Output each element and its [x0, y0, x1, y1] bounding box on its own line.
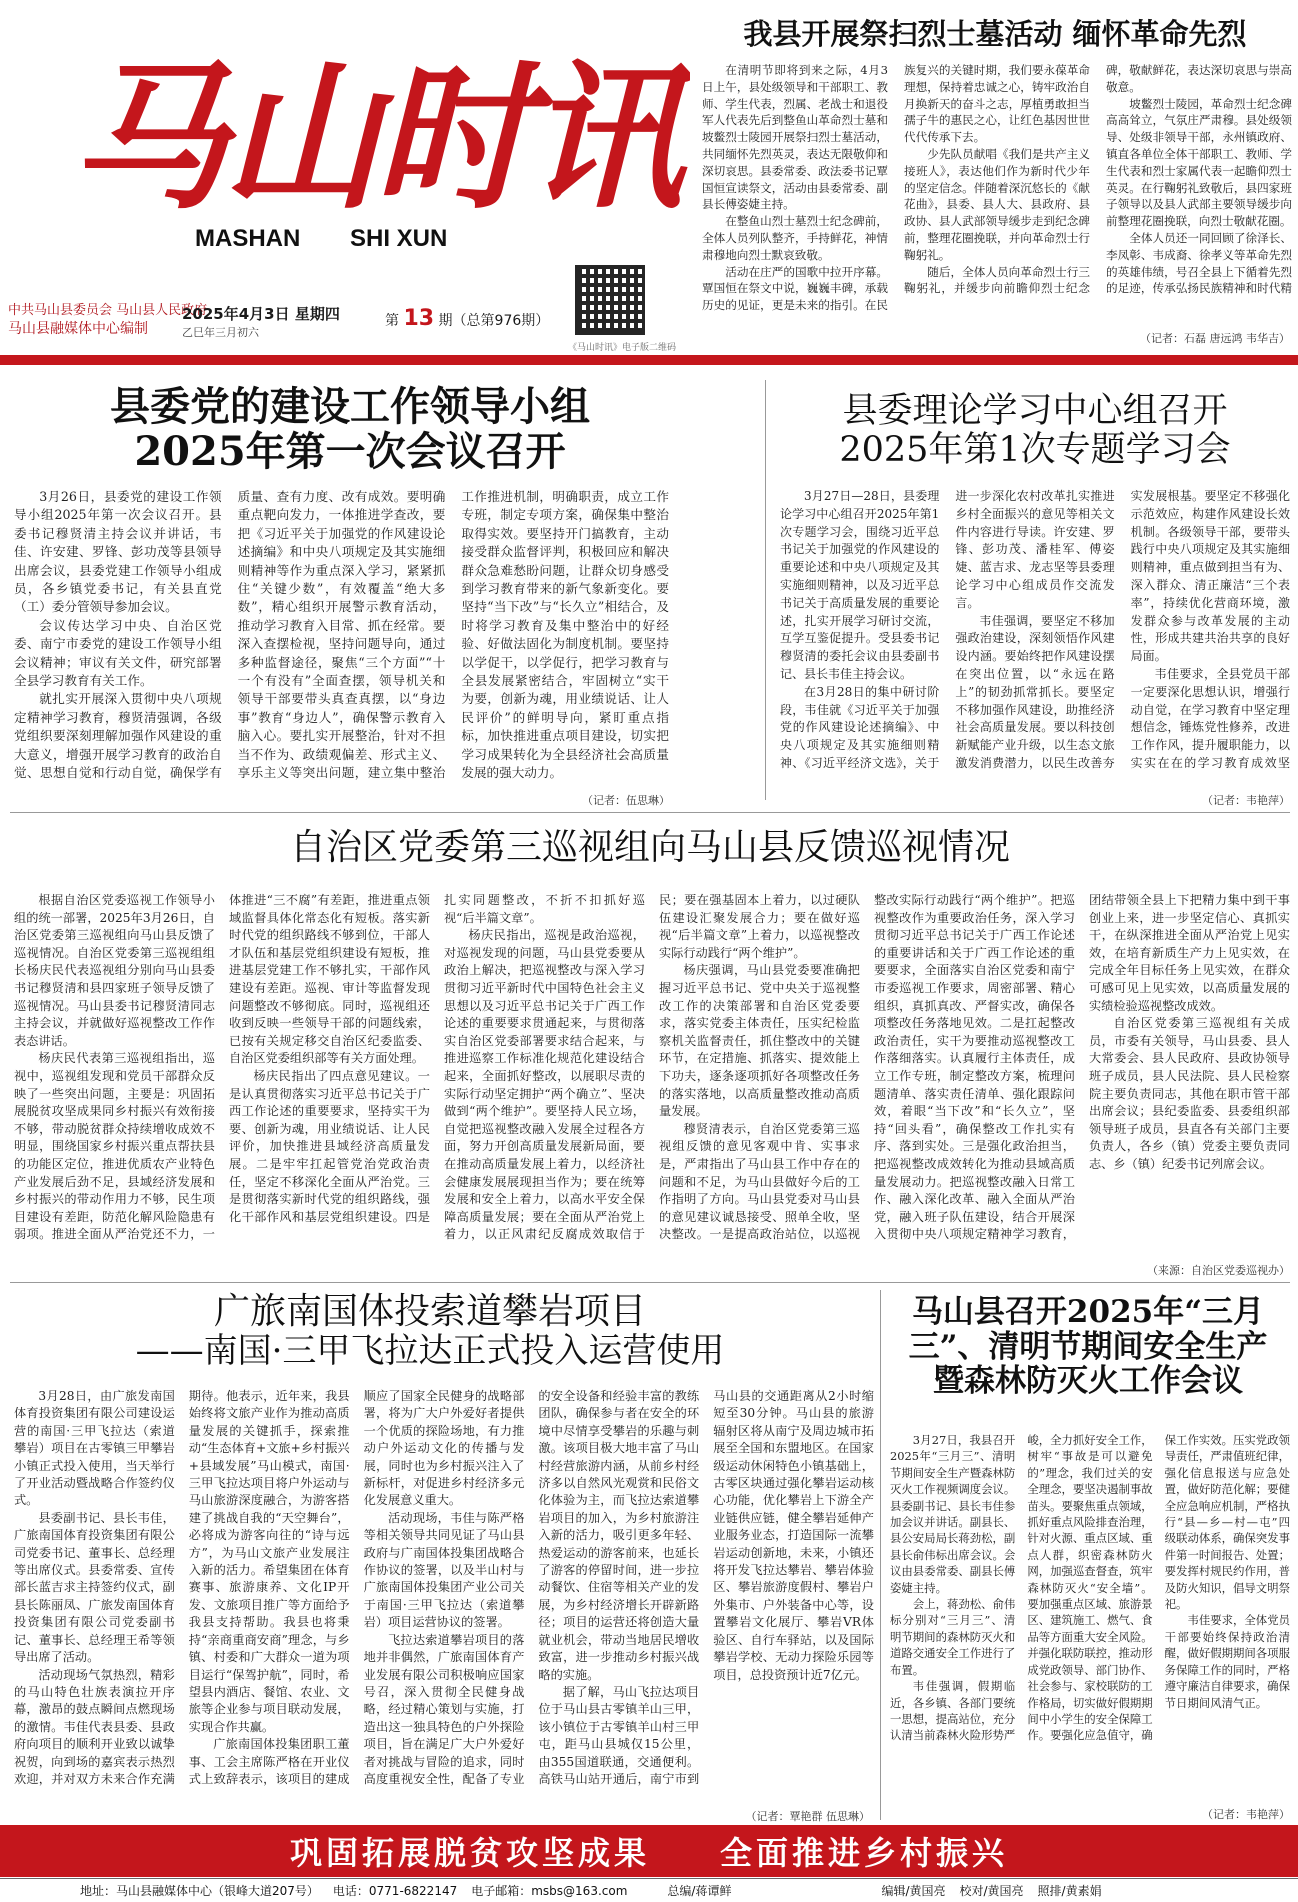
- article-3-title-line-1: 县委理论学习中心组召开: [842, 391, 1228, 431]
- column-divider: [765, 380, 766, 800]
- article-2-paragraph: 会议传达学习中央、自治区党委、南宁市委党的建设工作领导小组会议精神；审议有关文件，研究部署全县学习教育有关工作。: [14, 617, 222, 689]
- article-3-body: [780, 488, 1290, 788]
- article-5-paragraph: 活动现场，韦佳与陈严格等相关领导共同见证了马山县政府与广南国体投集团战略合作协议的签署，以及半山村与广旅南国体投集团产业公司关于南国·三甲飞拉达（索道攀岩）项目运营协议的签署。: [363, 1510, 525, 1630]
- article-3-paragraph: 韦佳强调，要坚定不移加强政治建设，深刻领悟作风建设内涵。要始终把作风建设摆在突出位置，以“永远在路上”的韧劲抓常抓长。要坚定不移加强作风建设，助推经济社会高质量发展。要以科技创新赋能产业升级，以生态文旅激发消费潜力，以民生改善夯实发展根基。要坚定不移强化示范效应，构建作风建设长效机制。各级领导干部，要带头践行中央八项规定及其实施细则精神，重点做到担当有为、深入群众、清正廉洁“三个表率”，持续优化营商环境，激发群众参与改革发展的主动性，形成共建共治共享的良好局面。: [955, 489, 1290, 770]
- issue-number: [385, 306, 549, 331]
- article-6-paragraph: 韦佳要求，全体党员干部要始终保持政治清醒，做好假期期间各项服务保障工作的同时，严格遵守廉洁自律要求，确保节日期间风清气正。: [1164, 1613, 1290, 1710]
- article-1-title: 我县开展祭扫烈士墓活动 缅怀革命先烈: [743, 17, 1247, 51]
- footer-proofreader: 校对/黄国亮: [959, 1884, 1024, 1898]
- article-3-paragraph: 在3月28日的集中研讨阶段，韦佳就《习近平关于加强党的作风建设论述摘编》、中央八项规定及其实施细则精神、《习近平经济文选》，关于进一步深化农村改革扎实推进乡村全面振兴的意见等相关文件内容进行导读。许安建、罗锋、彭功茂、潘桂军、傅姿婕、蓝吉求、龙志坚等县委理论学习中心组成员作交流发言。: [780, 489, 1115, 770]
- article-2-byline: （记者：伍思琳）: [582, 794, 670, 807]
- article-6-title-line-2: 暨森林防灭火工作会议: [933, 1363, 1243, 1400]
- article-3-title: [780, 392, 1290, 470]
- column-divider: [880, 1290, 881, 1820]
- article-1-byline: （记者：石磊 唐远鸿 韦华吉）: [1140, 332, 1290, 345]
- article-5-byline: （记者：覃艳群 伍思琳）: [745, 1810, 870, 1823]
- masthead-logo: [70, 28, 690, 218]
- footer-typesetter: 照排/黄素娟: [1037, 1884, 1102, 1898]
- article-5-paragraph: 广旅南国体投集团职工董事、工会主席陈严格在开业仪式上致辞表示，该项目的建成顺应了国家全民健身的战略部署，将为广大户外爱好者提供一个优质的探险场地，有力推动户外运动文化的传播与发展，同时也为乡村振兴注入了新标杆，对促进乡村经济多元化发展意义重大。: [188, 1389, 525, 1786]
- lunar-date: 乙巳年三月初六: [182, 326, 259, 339]
- article-4-byline: （来源：自治区党委巡视办）: [1147, 1264, 1290, 1277]
- article-4-paragraph: 穆贤清表示，自治区党委第三巡视组反馈的意见客观中肯、实事求是，严肃指出了马山县工作中存在的问题和不足，为马山县做好今后的工作指明了方向。马山县党委对马山县的意见建议诚恳接受、照单全收，坚决整改。一是提高政治站位，以巡视整改实际行动践行“两个维护”。把巡视整改作为重要政治任务，深入学习贯彻习近平总书记关于广西工作论述的重要讲话和关于广西工作论述的重要要求，全面落实自治区党委和南宁市委巡视工作要求，周密部署、精心组织，真抓真改、严督实改，确保各项整改任务落地见效。二是扛起整改政治责任，实干为要推动巡视整改工作落细落实。认真履行主体责任，成立工作专班，制定整改方案，梳理问题清单、落实责任清单、强化跟踪问效，着眼“当下改”和“长久立”，坚持“回头看”，确保整改工作扎实有序、落到实处。三是强化政治担当，把巡视整改成效转化为推动县域高质量发展动力。把巡视整改融入日常工作、融入深化改革、融入全面从严治党，融入班子队伍建设，结合开展深入贯彻中央八项规定精神学习教育，团结带领全县上下把精力集中到干事创业上来，进一步坚定信心、真抓实干，在纵深推进全面从严治党上见实效，在培育新质生产力上见实效，在完成全年目标任务上见实效，在群众可感可见上见实效，以高质量发展的实绩检验巡视整改成效。: [659, 893, 1290, 1242]
- article-3-title-line-2: 2025年第1次专题学习会: [839, 430, 1231, 471]
- organizer-block: [8, 302, 207, 338]
- issue-suffix: 期（总第976期）: [438, 313, 550, 329]
- article-6-title-line-1: 马山县召开2025年“三月三”、清明节期间安全生产: [908, 1294, 1268, 1365]
- article-6-paragraph: 会上，蒋劲松、俞伟标分别对“三月三”、清明节期间的森林防灭火和道路交通安全工作进行了布置。: [890, 1597, 1016, 1677]
- article-5-paragraph: 据了解，马山飞拉达项目位于马山县古零镇羊山三甲，该小镇位于古零镇羊山村三甲屯，距马山县城仅15公里，由355国道联通，交通便利。高铁马山站开通后，南宁市到马山县的交通距离从2小时缩短至30分钟。马山县的旅游辐射区将从南宁及周边城市拓展至全国和东盟地区。在国家级运动休闲特色小镇基础上，古零区块通过强化攀岩运动核心功能，优化攀岩上下游全产业链供应链，健全攀岩延伸产业服务业态，打造国际一流攀岩运动创新地，未来，小镇还将开发飞拉达攀岩、攀岩体验区、攀岩旅游度假村、攀岩户外集市、户外装备中心等，设置攀岩文化展厅、攀岩VR体验区、自行车驿站，以及国际攀岩学校、无动力探险乐园等项目，总投资预计近7亿元。: [538, 1389, 874, 1786]
- article-1-paragraph: 坡鳖烈士陵园，革命烈士纪念碑高高耸立，气氛庄严肃穆。县处级领导、处级非领导干部，永州镇政府、镇直各单位全体干部职工、教师、学生代表和烈士家属代表一起瞻仰烈士英灵。在行鞠躬礼致敬后，县四家班子领导以及县人武部主要领导缓步向前整理花圈挽联，向烈士敬献花圈。: [1106, 96, 1292, 229]
- footer-phone: 电话：0771-6822147: [332, 1884, 458, 1898]
- article-5-title-line-2: ——南国·三甲飞拉达正式投入运营使用: [135, 1331, 725, 1372]
- article-1-paragraph: 少先队员献唱《我们是共产主义接班人》，表达他们作为新时代少年的坚定信念。伴随着深沉悠长的《献花曲》，县委、县人大、县政府、县政协、县人武部领导缓步走到纪念碑前，整理花圈挽联，并向革命烈士行鞠躬礼。: [904, 146, 1090, 262]
- article-2-title: [40, 385, 660, 475]
- masthead-pinyin-2: SHI XUN: [350, 225, 448, 252]
- article-2-body: [14, 488, 669, 788]
- article-2-paragraph: 就扎实开展深入贯彻中央八项规定精神学习教育，穆贤清强调，各级党组织要深刻理解加强作风建设的重大意义，增强开展学习教育的政治自觉、思想自觉和行动自觉，确保学有质量、查有力度、改有成效。要明确重点靶向发力，一体推进学查改，要把《习近平关于加强党的作风建设论述摘编》和中央八项规定及其实施细则精神等作为重点深入学习，紧紧抓住“关键少数”，有效覆盖“绝大多数”，精心组织开展警示教育活动，推动学习教育入目常、抓在经常。要深入查摆检视，坚持问题导向，通过多种监督途径，聚焦“三个方面”“十一个有没有”全面查摆，领导机关和领导干部要带头真查真摆，以“身边事”教育“身边人”，确保警示教育入脑入心。要扎实开展整治，针对不担当不作为、政绩观偏差、形式主义、享乐主义等突出问题，建立集中整治工作推进机制，明确职责，成立工作专班，制定专项方案，确保集中整治取得实效。要坚持开门搞教育，主动接受群众监督评判，积极回应和解决群众急难愁盼问题，让群众切身感受到学习教育带来的新气象新变化。要坚持“当下改”与“长久立”相结合，及时将学习教育及集中整治中的好经验、好做法固化为制度机制。要坚持以学促干，以学促行，把学习教育与全县发展紧密结合，牢固树立“实干为要，创新为魂，用业绩说话、让人民评价”的鲜明导向，紧盯重点指标，加快推进重点项目建设，切实把学习成果转化为全县经济社会高质量发展的强大动力。: [14, 489, 669, 781]
- article-4-paragraph: 杨庆强调，马山县党委要准确把握习近平总书记、党中央关于巡视整改工作的决策部署和自治区党委要求，落实党委主体责任，压实纪检监察机关监督责任，抓住整改中的关键环节，在定措施、抓落实、提效能上下功夫，逐条逐项抓好各项整改任务的落实落地，以高质量整改推动高质量发展。: [659, 963, 860, 1119]
- article-6-body: [890, 1432, 1290, 1802]
- article-5-body: [14, 1388, 874, 1808]
- article-2-paragraph: 3月26日，县委党的建设工作领导小组2025年第一次会议召开。县委书记穆贤清主持会议并讲话，韦佳、许安建、罗锋、彭功茂等县领导出席会议，县委党建工作领导小组成员，各乡镇党委书记，有关县直党（工）委分管领导参加会议。: [14, 489, 222, 615]
- organizer-line-1: 中共马山县委员会 马山县人民政府: [8, 303, 208, 318]
- masthead-title: 马山时讯: [70, 46, 678, 218]
- article-2-title-line-1: 县委党的建设工作领导小组: [110, 383, 590, 430]
- organizer-line-2: 马山县融媒体中心编制: [8, 321, 148, 337]
- section-divider: [10, 812, 1290, 813]
- issue-date: 2025年4月3日 星期四: [182, 305, 340, 323]
- article-3-paragraph: 3月27日—28日，县委理论学习中心组召开2025年第1次专题学习会，围绕习近平总书记关于加强党的作风建设的重要论述和中央八项规定及其实施细则精神，以及习近平总书记关于高质量发展的重要论述，扎实开展学习研讨交流，互学互鉴促提升。受县委书记穆贤清的委托会议由县委副书记、县长韦佳主持会议。: [780, 489, 940, 681]
- slogan-banner: [0, 1825, 1298, 1877]
- article-1-paragraph: 活动在庄严的国歌中拉开序幕。覃国恒在祭文中说，巍巍丰碑，承载历史的见证，更是未来的指引。在民族复兴的关键时期，我们要永葆革命理想，保持着忠诚之心，铸牢政治自月换新天的奋斗之志，厚植勇敢担当孺子牛的惠民之心，让红色基因世世代代传承下去。: [702, 63, 1090, 313]
- article-6-byline: （记者：韦艳萍）: [1202, 1808, 1290, 1821]
- article-6-paragraph: 韦佳强调，假期临近，各乡镇、各部门要统一思想，提高站位，充分认清当前森林火险形势严峻，全力抓好安全工作，树牢“事故是可以避免的”理念，我们过关的安全理念，要坚决遏制事故苗头。要聚焦重点领域，抓好重点风险排查治理，针对火源、重点区域、重点人群，织密森林防火网，加强巡查督查，筑牢森林防灭火“安全墙”。要加强重点区域、旅游景区、建筑施工、燃气、食品等方面重大安全风险。并强化联防联控，推动形成党政领导、部门协作、社会参与、家校联防的工作格局，切实做好假期期间中小学生的安全保障工作。要强化应急值守，确保工作实效。压实党政领导责任，严肃值班纪律，强化信息报送与应急处置，做好防范化解；要健全应急响应机制，严格执行“县—乡—村—屯”四级联动体系，确保突发事件第一时间报告、处置；要发挥村规民约作用，普及防火知识，倡导文明祭祀。: [890, 1433, 1290, 1743]
- article-5-paragraph: 3月28日，由广旅发南国体育投资集团有限公司建设运营的南国·三甲飞拉达（索道攀岩）项目在古零镇三甲攀岩小镇正式投入使用，当天举行了开业活动暨战略合作签约仪式。: [14, 1389, 175, 1508]
- article-3-paragraph: 韦佳要求，全县党员干部一定要深化思想认识，增强行动自觉，在学习教育中坚定理想信念，锤炼党性修养，改进工作作风，提升履职能力，以实实在在的学习教育成效坚: [1130, 666, 1290, 770]
- article-4-body: [14, 892, 1290, 1262]
- article-1-paragraph: 在整鱼山烈士墓烈士纪念碑前，全体人员列队整齐，手持鲜花，神情肃穆地向烈士默哀致敬。: [702, 214, 888, 262]
- article-2-title-line-2: 2025年第一次会议召开: [134, 427, 566, 475]
- article-6-paragraph: 3月27日，我县召开2025年“三月三”、清明节期间安全生产暨森林防灭火工作视频调度会议。县委副书记、县长韦佳参加会议并讲话。副县长、县公安局局长蒋劲松，副县长俞伟标出席会议。会议由县委常委、副县长傅姿婕主持。: [890, 1433, 1016, 1595]
- article-3-byline: （记者：韦艳萍）: [1202, 794, 1290, 807]
- article-1-body: [702, 62, 1292, 324]
- masthead-pinyin-1: MASHAN: [195, 225, 301, 252]
- article-4-paragraph: 自治区党委第三巡视组有关成员，市委有关领导，马山县委、县人大常委会、县人民政府、县政协领导班子成员，县人民法院、县人民检察院主要负责同志，其他在职市管干部出席会议；县纪委监委、县委组织部领导班子成员，县直各有关部门主要负责人，各乡（镇）党委主要负责同志、乡（镇）纪委书记列席会议。: [1089, 1016, 1290, 1171]
- issue-no: 13: [403, 306, 435, 331]
- article-4-paragraph: 根据自治区党委巡视工作领导小组的统一部署，2025年3月26日，自治区党委第三巡视组向马山县反馈了巡视情况。自治区党委第三巡视组组长杨庆民代表巡视组分别向马山县委书记穆贤清和县四家班子领导反馈了巡视情况。马山县委书记穆贤清同志主持会议，并就做好巡视整改工作作表态讲话。: [14, 893, 215, 1048]
- article-4-paragraph: 杨庆民指出了四点意见建议。一是认真贯彻落实习近平总书记关于广西工作论述的重要要求，坚持实干为要、创新为魂，用业绩说话、让人民评价，加快推进县域经济高质量发展。二是牢牢扛起管党治党政治责任，坚定不移深化全面从严治党。三是贯彻落实新时代党的组织路线，强化干部作风和基层党组织建设。四是扎实同题整改，不折不扣抓好巡视“后半篇文章”。: [229, 893, 645, 1224]
- article-1-paragraph: 随后，全体人员向革命烈士行三鞠躬礼，并缓步向前瞻仰烈士纪念碑，敬献鲜花，表达深切哀思与崇高敬意。: [904, 63, 1292, 296]
- qr-code-icon[interactable]: [575, 265, 645, 335]
- article-4-title: 自治区党委第三巡视组向马山县反馈巡视情况: [289, 827, 1010, 868]
- article-1-paragraph: 全体人员还一同回顾了徐泽长、李凤彰、韦成裔、徐孝义等革命先烈的英雄伟绩，号召全县上下循着先烈的足迹，传承弘扬民族精神和时代精: [1106, 230, 1292, 296]
- article-1-paragraph: 在清明节即将到来之际，4月3日上午，县处级领导和干部职工、教师、学生代表，烈属、老战士和退役军人代表先后到整鱼山革命烈士墓和坡鳖烈士陵园开展祭扫烈士墓活动，共同缅怀先烈英灵，表达无限敬仰和深切哀思。县委常委、政法委书记覃国恒宣读祭文，活动由县委常委、副县长傅姿婕主持。: [702, 63, 888, 212]
- section-divider: [10, 1282, 1290, 1283]
- article-6-title: [888, 1295, 1288, 1399]
- article-4-paragraph: 杨庆民指出，巡视是政治巡视，对巡视发现的问题，马山县党委要从政治上解决，把巡视整改与深入学习贯彻习近平新时代中国特色社会主义思想以及习近平总书记关于广西工作论述的重要要求贯通起来，与贯彻落实自治区党委部署要求结合起来，与推进巡察工作标准化规范化建设结合起来，全面抓好整改，以展职尽责的实际行动坚定拥护“两个确立”、坚决做到“两个维护”。要坚持人民立场，自觉把巡视整改融入发展全过程各方面，努力开创高质量发展新局面，要在推动高质量发展上着力，以经济社会健康发展展现担当作为；要在统筹发展和安全上着力，以高水平安全保障高质量发展；要在全面从严治党上着力，以正风肃纪反腐成效取信于民；要在强基固本上着力，以过硬队伍建设汇聚发展合力；要在做好巡视“后半篇文章”上着力，以巡视整改实际行动践行“两个维护”。: [444, 893, 860, 1242]
- footer: [0, 1878, 1298, 1902]
- article-5-paragraph: 飞拉达索道攀岩项目的落地并非偶然，广旅南国体育产业发展有限公司积极响应国家号召，深入贯彻全民健身战略，经过精心策划与实施，打造出这一独具特色的户外探险项目，旨在满足广大户外爱好者对挑战与冒险的追求，同时高度重视安全性，配备了专业的安全设备和经验丰富的教练团队，确保参与者在安全的环境中尽情享受攀岩的乐趣与刺激。该项目极大地丰富了马山村经营旅游内涵，从前乡村经济多以自然风光观赏和民俗文化体验为主，而飞拉达索道攀岩项目的加入，为乡村旅游注入新的活力，吸引更多年轻、热爱运动的游客前来，也延长了游客的停留时间，进一步拉动餐饮、住宿等相关产业的发展，为乡村经济增长开辟新路径；项目的运营还将创造大量就业机会，带动当地居民增收致富，进一步推动乡村振兴战略的实施。: [363, 1389, 700, 1786]
- qr-caption: 《马山时讯》电子版二维码: [568, 343, 677, 353]
- footer-chief-editor: 总编/蒋谭鲜: [667, 1884, 732, 1898]
- article-5-title: [60, 1292, 800, 1370]
- issue-prefix: 第: [385, 313, 399, 329]
- footer-email[interactable]: 电子邮箱：msbs@163.com: [471, 1884, 628, 1898]
- masthead-divider: [0, 355, 1298, 365]
- article-5-paragraph: 县委副书记、县长韦佳，广旅南国体育投资集团有限公司党委书记、董事长、总经理等出席仪式。县委常委、宣传部长蓝吉求主持签约仪式，副县长陈丽凤、广旅发南国体育投资集团有限公司党委副书记、董事长、总经理王希等领导出席了活动。: [14, 1510, 175, 1665]
- slogan-right: 全面推进乡村振兴: [720, 1834, 1009, 1872]
- slogan-left: 巩固拓展脱贫攻坚成果: [289, 1834, 650, 1872]
- article-5-paragraph: 活动现场气氛热烈，精彩的马山特色壮族表演拉开序幕，激昂的鼓点瞬间点燃现场的激情。韦佳代表县委、县政府向项目的顺利开业致以诚挚祝贺，向到场的嘉宾表示热烈欢迎，并对双方未来合作充满期待。他表示，近年来，我县始终将文旅产业作为推动高质量发展的关键抓手，探索推动“生态体育+文旅+乡村振兴+县域发展”马山模式，南国·三甲飞拉达项目将户外运动与马山旅游深度融合，为游客搭建了挑战自我的“天空舞台”，必将成为游客向往的“诗与远方”，为马山文旅产业发展注入新的活力。希望集团在体育赛事、旅游康养、文化IP开发、文旅项目推广等方面给予我县支持帮助。我县也将秉持“亲商重商安商”理念，与乡镇、村委和广大群众一道为项目运行“保驾护航”，同时，希望县内酒店、餐馆、农业、文旅等企业参与项目联动发展，实现合作共赢。: [14, 1389, 350, 1786]
- footer-editor: 编辑/黄国亮: [881, 1884, 946, 1898]
- article-4-paragraph: 杨庆民代表第三巡视组指出，巡视中，巡视组发现和党员干部群众反映了一些突出问题，主要是：巩固拓展脱贫攻坚成果同乡村振兴有效衔接不够，带动脱贫群众持续增收成效不明显，围绕国家乡村振兴重点帮扶县的功能区定位，推进优质农产业特色产业发展后劲不足，县域经济发展和乡村振兴的带动作用力不够，民生项目建设有差距，防范化解风险隐患有弱项。推进全面从严治党还不力，一体推进“三不腐”有差距，推进重点领域监督具体化常态化有短板。落实新时代党的组织路线不够到位，干部人才队伍和基层党组织建设有短板，推进基层党建工作不够扎实，干部作风建设有差距。巡视、审计等监督发现问题整改不够彻底。同时，巡视组还收到反映一些领导干部的问题线索，已按有关规定移交自治区纪委监委、自治区党委组织部等有关方面处理。: [14, 893, 430, 1242]
- footer-address: 地址：马山县融媒体中心（银峰大道207号）: [80, 1884, 319, 1898]
- article-5-title-line-1: 广旅南国体投索道攀岩项目: [213, 1291, 646, 1332]
